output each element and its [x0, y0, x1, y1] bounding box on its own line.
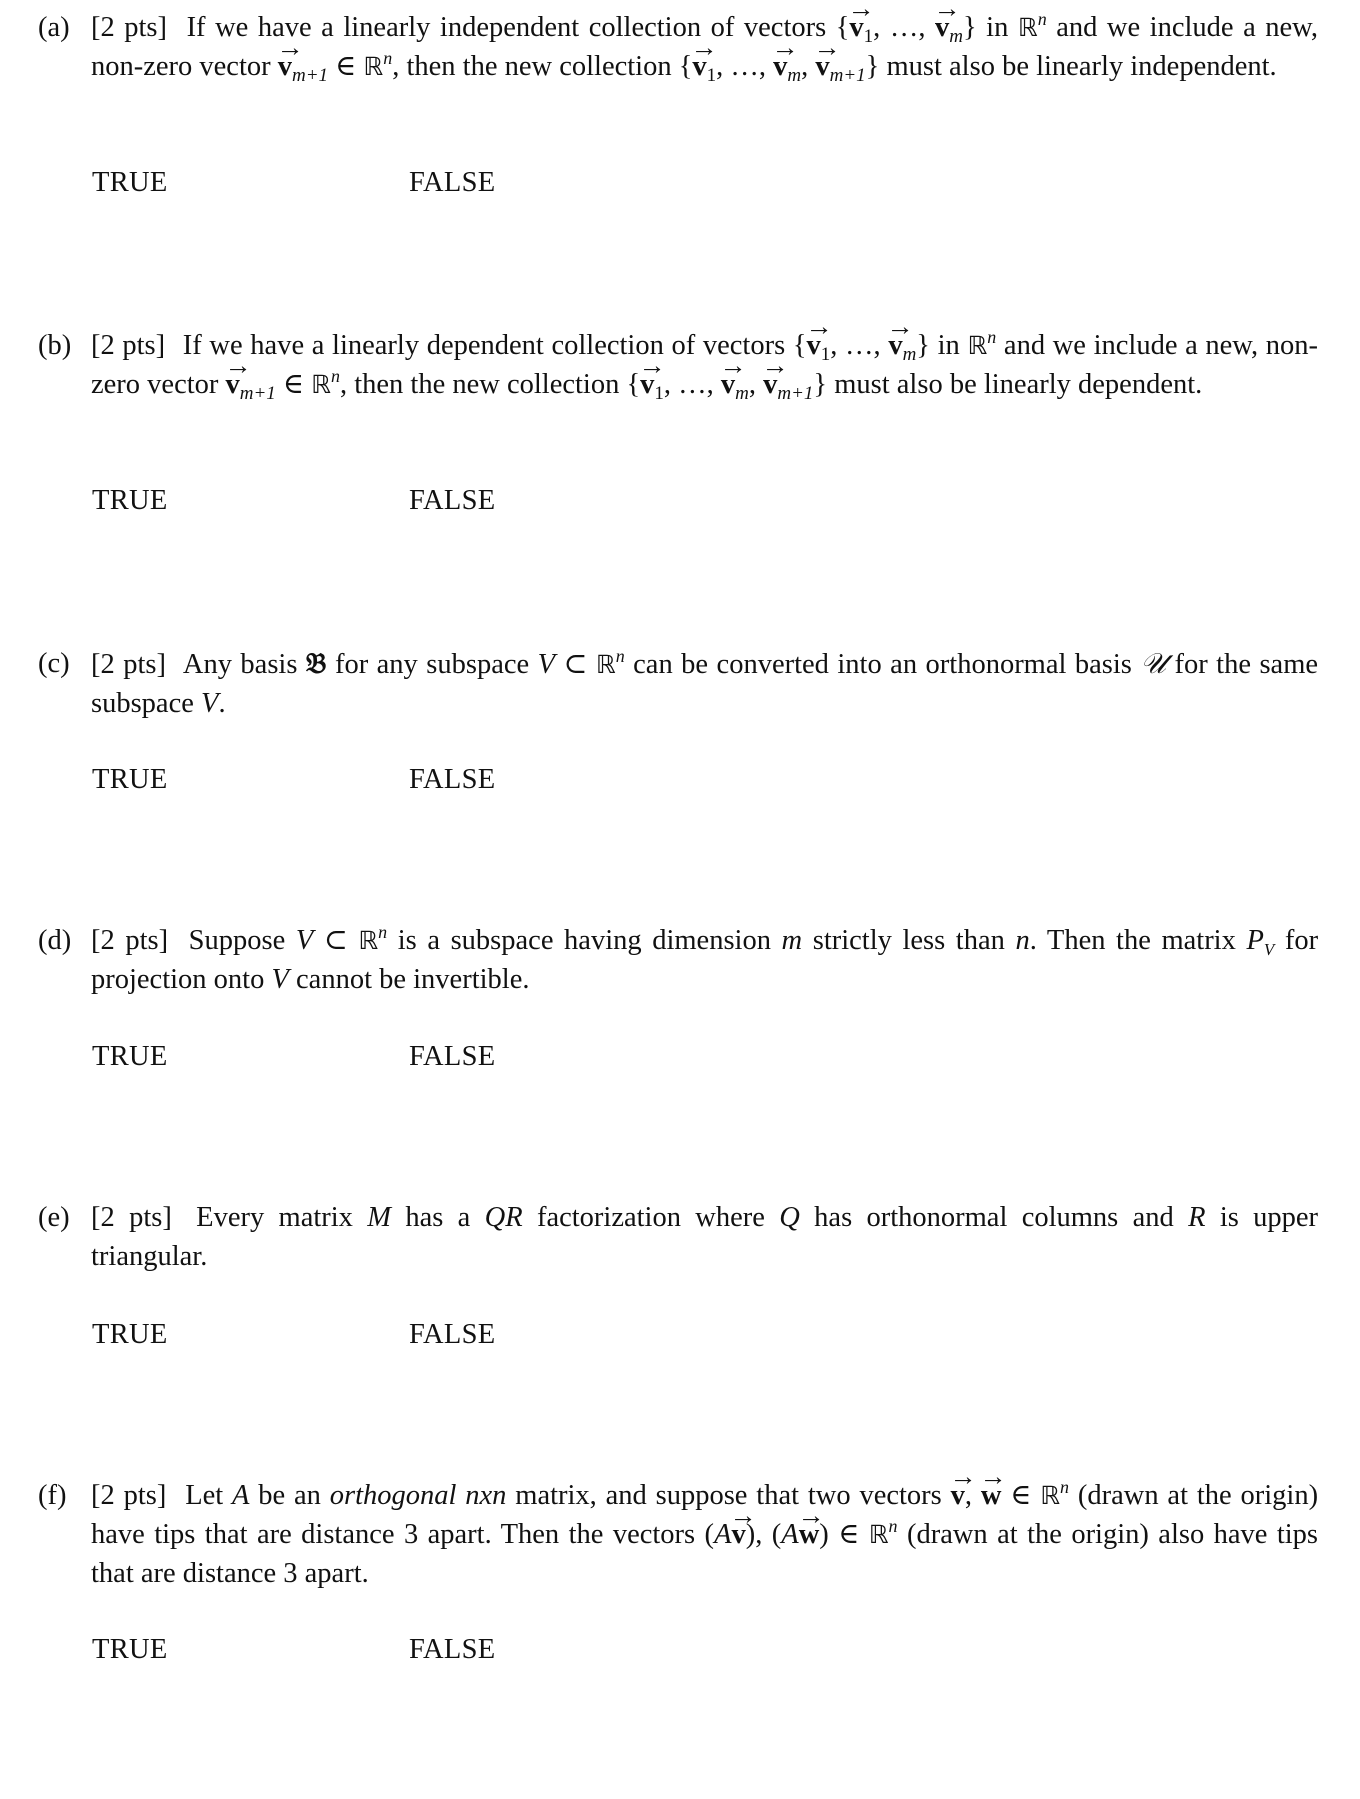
question-label: (c) [38, 648, 70, 679]
vector-v: → v [278, 47, 292, 86]
text-fragment: Every matrix [196, 1202, 353, 1233]
question-label: (b) [38, 330, 72, 361]
text-fragment: is upper triangular. [91, 1202, 1319, 1272]
question-label: (f) [38, 1480, 67, 1511]
subset-symbol: ⊂ [563, 649, 588, 680]
text-fragment: If we have a linearly dependent collection of vectors { [182, 330, 807, 361]
points-badge: [2 pts] [91, 1202, 172, 1233]
qr-symbol: QR [484, 1202, 523, 1233]
points-badge: [2 pts] [91, 1480, 167, 1511]
vector-v: → v [807, 326, 821, 365]
text-fragment: . Then the matrix [1029, 925, 1236, 956]
question-text: [2 pts] If we have a linearly independent collection of vectors {→ $v_1$, …, → $v_m$} in ℝ$^n$ and we include a new, non-zero vector → $v_{m+1}$ ∈ ℝ$^n$, then the new collection {→ $v_1$, …, → $v_m$, → $v_{m+1}$} must also be linearly independent. [91, 8, 1318, 86]
superscript: n [1037, 9, 1047, 29]
superscript: n [888, 1516, 898, 1536]
vector-v: → v [849, 8, 863, 47]
subscript: m [949, 26, 963, 47]
superscript: n [330, 366, 340, 386]
true-option-d[interactable]: TRUE [92, 1041, 168, 1072]
text-fragment: can be converted into an orthonormal basis [633, 649, 1132, 680]
question-text: [2 pts] Let A be an orthogonal nxn matrix, and suppose that two vectors → v, → w ∈ ℝ$^n$ (drawn at the origin) have tips that are distance 3 apart. Then the vectors (A→ v), (A→ w) ∈ ℝ$^n$ (drawn at the origin) also have tips that are distance 3 apart. [91, 1476, 1318, 1593]
reals-symbol: ℝ [868, 1520, 889, 1549]
points-badge: [2 pts] [91, 12, 168, 43]
false-option-b[interactable]: FALSE [409, 485, 496, 516]
subscript: V [1263, 940, 1275, 959]
projection-matrix-symbol: P [1246, 925, 1264, 956]
element-of-symbol: ∈ [335, 51, 357, 82]
reals-symbol: ℝ [1017, 13, 1038, 42]
question-text [91, 921, 1318, 999]
reals-symbol: ℝ [595, 650, 616, 679]
reals-symbol: ℝ [358, 926, 379, 955]
subspace-v-symbol: V [201, 688, 219, 719]
text-fragment: has orthonormal columns and [814, 1202, 1174, 1233]
false-option-d[interactable]: FALSE [409, 1041, 496, 1072]
basis-b-symbol: 𝔅 [305, 646, 327, 680]
true-option-b[interactable]: TRUE [92, 485, 168, 516]
subspace-v-symbol: V [537, 649, 556, 680]
vector-v: → v [731, 1515, 745, 1554]
superscript: n [615, 646, 625, 666]
text-fragment: , then the new collection { [392, 51, 693, 82]
true-option-f[interactable]: TRUE [92, 1634, 168, 1665]
superscript: n [383, 48, 393, 68]
subscript: 1 [654, 383, 664, 404]
points-badge: [2 pts] [91, 330, 166, 361]
subset-symbol: ⊂ [323, 925, 348, 956]
text-fragment: in [937, 330, 960, 361]
question-text: [2 pts] If we have a linearly dependent collection of vectors {→ $v_1$, …, → $v_m$} in ℝ$^n$ and we include a new, non-zero vector → $v_{m+1}$ ∈ ℝ$^n$, then the new collection {→ $v_1$, …, → $v_m$, → $v_{m+1}$} must also be linearly dependent. [91, 326, 1318, 404]
ellipsis: … [845, 330, 874, 361]
text-fragment: strictly less than [812, 925, 1005, 956]
text-fragment: in [986, 12, 1009, 43]
reals-symbol: ℝ [363, 52, 384, 81]
matrix-r-symbol: R [1188, 1202, 1206, 1233]
vector-v: → v [721, 365, 735, 404]
text-fragment: for the same subspace [91, 649, 1319, 719]
text-fragment: Let [185, 1480, 224, 1511]
dimension-m-symbol: m [781, 925, 803, 956]
subscript: 1 [706, 65, 717, 86]
vector-w: → w [799, 1515, 820, 1554]
matrix-q-symbol: Q [779, 1202, 800, 1233]
element-of-symbol: ∈ [1010, 1480, 1032, 1511]
true-option-c[interactable]: TRUE [92, 764, 168, 795]
text-fragment: and we include a new, non-zero vector [91, 12, 1319, 82]
vector-v: → v [935, 8, 949, 47]
text-fragment: has a [405, 1202, 471, 1233]
text-fragment: , then the new collection { [339, 369, 641, 400]
ellipsis: … [730, 51, 759, 82]
subscript: 1 [820, 344, 831, 365]
reals-symbol: ℝ [311, 370, 331, 399]
question-text: [2 pts] Any basis 𝔅 for any subspace V ⊂ ℝ$^n$ can be converted into an orthonormal basis 𝒰 for the same subspace V. [91, 646, 1319, 719]
superscript: n [1060, 1477, 1070, 1497]
ellipsis: … [678, 369, 707, 400]
subspace-v-symbol: V [295, 925, 314, 956]
text-fragment: for projection onto [91, 925, 1319, 995]
text-fragment: must also be linearly independent. [886, 51, 1277, 82]
vector-v: → v [773, 47, 787, 86]
false-option-f[interactable]: FALSE [409, 1634, 496, 1665]
text-fragment: Any basis [182, 649, 298, 680]
text-fragment: and we include a new, non-zero vector [91, 330, 1319, 400]
subscript: m [735, 383, 749, 404]
subscript: m+1 [777, 383, 814, 404]
basis-u-symbol: 𝒰 [1140, 649, 1167, 680]
vector-v: → v [692, 47, 706, 86]
matrix-a-symbol: A [781, 1519, 799, 1550]
text-fragment: matrix, and suppose that two vectors [515, 1480, 942, 1511]
subscript: m [902, 344, 917, 365]
vector-v: → v [815, 47, 829, 86]
ellipsis: … [889, 12, 919, 43]
text-fragment: If we have a linearly independent collection of vectors { [186, 12, 850, 43]
element-of-symbol: ∈ [838, 1519, 860, 1550]
matrix-a-symbol: A [232, 1480, 250, 1511]
true-option-e[interactable]: TRUE [92, 1319, 168, 1350]
text-fragment: is a subspace having dimension [397, 925, 771, 956]
subscript: 1 [863, 26, 874, 47]
question-label: (e) [38, 1202, 70, 1233]
text-fragment: factorization where [536, 1202, 765, 1233]
text-fragment: (drawn at the origin) have tips that are distance 3 apart. Then the vectors [91, 1480, 1319, 1550]
text-fragment: for any subspace [334, 649, 530, 680]
vector-v: → v [888, 326, 902, 365]
matrix-a-symbol: A [714, 1519, 732, 1550]
question-label: (d) [38, 925, 72, 956]
emphasis-text: orthogonal nxn [329, 1480, 507, 1511]
text-fragment: must also be linearly dependent. [834, 369, 1203, 400]
subscript: m [787, 65, 802, 86]
vector-v: → v [763, 365, 777, 404]
false-option-c[interactable]: FALSE [409, 764, 496, 795]
subscript: m+1 [829, 65, 866, 86]
n-symbol: n [1015, 925, 1030, 956]
vector-v: → v [951, 1476, 965, 1515]
subscript: m+1 [239, 383, 276, 404]
question-text [91, 1198, 1318, 1276]
reals-symbol: ℝ [1040, 1481, 1061, 1510]
text-fragment: Suppose [188, 925, 286, 956]
superscript: n [378, 922, 388, 942]
superscript: n [987, 327, 997, 347]
element-of-symbol: ∈ [282, 369, 305, 400]
vector-v: → v [640, 365, 654, 404]
text-fragment: (drawn at the origin) also have tips that are distance 3 apart. [91, 1519, 1319, 1589]
subspace-v-symbol: V [271, 964, 289, 995]
vector-v: → v [226, 365, 240, 404]
text-fragment: cannot be invertible. [296, 964, 530, 995]
question-label: (a) [38, 12, 70, 43]
text-fragment: be an [258, 1480, 321, 1511]
false-option-a[interactable]: FALSE [409, 167, 496, 198]
reals-symbol: ℝ [967, 331, 988, 360]
subscript: m+1 [292, 65, 329, 86]
points-badge: [2 pts] [91, 925, 169, 956]
true-option-a[interactable]: TRUE [92, 167, 168, 198]
false-option-e[interactable]: FALSE [409, 1319, 496, 1350]
matrix-m-symbol: M [367, 1202, 392, 1233]
vector-w: → w [981, 1476, 1002, 1515]
points-badge: [2 pts] [91, 649, 166, 680]
